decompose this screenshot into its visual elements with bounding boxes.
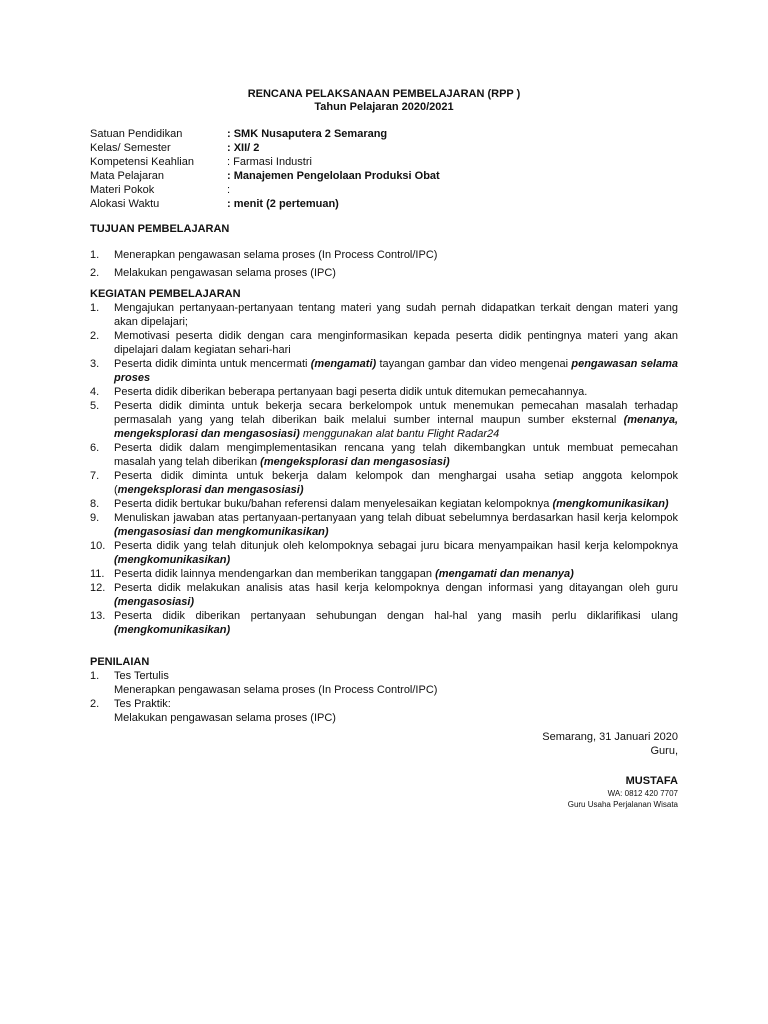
list-item <box>90 469 678 497</box>
list-item <box>90 697 678 725</box>
signature-name: MUSTAFA <box>625 775 678 787</box>
info-table <box>90 127 680 211</box>
item-text <box>114 669 678 697</box>
item-text: Menuliskan jawaban atas pertanyaan-pertanyaan yang telah dibuat sebelumnya berdasarkan hasil kerja kelompok (mengasosiasi dan mengkomunikasikan) <box>114 512 678 538</box>
section-heading-tujuan: TUJUAN PEMBELAJARAN <box>90 223 230 235</box>
item-text: Peserta didik diminta untuk bekerja secara berkelompok untuk menemukan pemecahan masalah terhadap permasalah yang yang telah diberikan baik melalui sumber internal maupun sumber eksternal (menanya, mengeksplorasi dan mengasosiasi) menggunakan alat bantu Flight Radar24 <box>114 400 679 440</box>
signature-phone: WA: 0812 420 7707 <box>607 789 678 798</box>
info-row <box>90 169 680 183</box>
list-item <box>90 511 678 539</box>
item-text: Peserta didik lainnya mendengarkan dan memberikan tanggapan (mengamati dan menanya) <box>114 568 574 580</box>
info-label: Alokasi Waktu <box>90 198 160 210</box>
list-item <box>90 609 678 637</box>
item-number: 12. <box>90 582 106 594</box>
section-heading-penilaian: PENILAIAN <box>90 656 150 668</box>
list-item <box>90 581 678 609</box>
info-row <box>90 127 680 141</box>
item-number: 4. <box>90 386 100 398</box>
item-number: 1. <box>90 670 100 682</box>
info-label: Materi Pokok <box>90 184 155 196</box>
item-text: Peserta didik melakukan analisis atas hasil kerja kelompoknya dengan informasi yang ditayangan oleh guru (mengasosiasi) <box>114 582 678 608</box>
penilaian-list <box>90 669 678 725</box>
signature-place-date: Semarang, 31 Januari 2020 <box>542 731 678 743</box>
list-item <box>90 539 678 567</box>
info-row <box>90 197 680 211</box>
tujuan-list <box>90 248 678 280</box>
item-text: Peserta didik diminta untuk bekerja dalam kelompok dan menghargai usaha setiap anggota kelompok (mengeksplorasi dan mengasosiasi) <box>114 470 678 496</box>
item-number: 6. <box>90 442 100 454</box>
item-number: 2. <box>90 698 100 710</box>
info-label: Satuan Pendidikan <box>90 128 183 140</box>
section-heading-kegiatan: KEGIATAN PEMBELAJARAN <box>90 288 241 300</box>
list-item <box>90 399 678 441</box>
info-label: Kelas/ Semester <box>90 142 171 154</box>
item-number: 2. <box>90 267 100 279</box>
info-value: : menit (2 pertemuan) <box>227 198 339 210</box>
list-item <box>90 266 678 280</box>
item-text: Melakukan pengawasan selama proses (IPC) <box>114 267 336 279</box>
item-number: 5. <box>90 400 100 412</box>
item-number: 1. <box>90 249 100 261</box>
item-number: 9. <box>90 512 100 524</box>
signature-role: Guru, <box>650 745 678 757</box>
kegiatan-list <box>90 301 678 637</box>
list-item <box>90 567 678 581</box>
info-label: Mata Pelajaran <box>90 170 164 182</box>
info-label: Kompetensi Keahlian <box>90 156 194 168</box>
item-text: Peserta didik diminta untuk mencermati (mengamati) tayangan gambar dan video mengenai pengawasan selama proses <box>114 358 678 384</box>
list-item <box>90 385 678 399</box>
item-text <box>114 697 678 725</box>
info-value: : Farmasi Industri <box>227 156 312 168</box>
list-item <box>90 441 678 469</box>
item-number: 8. <box>90 498 100 510</box>
signature-title: Guru Usaha Perjalanan Wisata <box>567 800 678 809</box>
document-title: RENCANA PELAKSANAAN PEMBELAJARAN (RPP ) <box>247 88 521 100</box>
list-item <box>90 357 678 385</box>
item-text: Mengajukan pertanyaan-pertanyaan tentang materi yang sudah pernah didapatkan terkait dengan materi yang akan dipelajari; <box>114 302 678 328</box>
item-text: Menerapkan pengawasan selama proses (In Process Control/IPC) <box>114 249 438 261</box>
item-number: 7. <box>90 470 100 482</box>
item-text: Peserta didik yang telah ditunjuk oleh kelompoknya sebagai juru bicara menyampaikan hasil kerja kelompoknya (mengkomunikasikan) <box>114 540 678 566</box>
item-text: Peserta didik dalam mengimplementasikan rencana yang telah dikembangkan untuk membuat pemecahan masalah yang telah diberikan (mengeksplorasi dan mengasosiasi) <box>114 442 678 468</box>
info-value: : Manajemen Pengelolaan Produksi Obat <box>227 170 440 182</box>
assessment-desc: Menerapkan pengawasan selama proses (In Process Control/IPC) <box>114 684 438 696</box>
list-item <box>90 497 678 511</box>
info-value: : <box>227 184 231 196</box>
item-number: 11. <box>90 568 105 580</box>
item-text: Memotivasi peserta didik dengan cara menginformasikan kepada peserta didik pentingnya materi yang akan dipelajari dalam kegiatan sehari-hari <box>114 330 678 356</box>
list-item <box>90 248 678 262</box>
assessment-desc: Melakukan pengawasan selama proses (IPC) <box>114 712 336 724</box>
item-text: Peserta didik diberikan beberapa pertanyaan bagi peserta didik untuk ditemukan pemecahannya. <box>114 386 588 398</box>
item-text: Peserta didik bertukar buku/bahan referensi dalam menyelesaikan kegiatan kelompoknya (mengkomunikasikan) <box>114 498 669 510</box>
assessment-type: Tes Praktik: <box>114 698 171 710</box>
list-item <box>90 301 678 329</box>
item-number: 10. <box>90 540 106 552</box>
info-row <box>90 141 680 155</box>
info-value: : XII/ 2 <box>227 142 260 154</box>
assessment-type: Tes Tertulis <box>114 670 169 682</box>
academic-year: Tahun Pelajaran 2020/2021 <box>314 101 454 113</box>
item-number: 13. <box>90 610 106 622</box>
info-row <box>90 155 680 169</box>
info-row <box>90 183 680 197</box>
list-item <box>90 329 678 357</box>
item-number: 1. <box>90 302 100 314</box>
item-number: 3. <box>90 358 100 370</box>
list-item <box>90 669 678 697</box>
item-text: Peserta didik diberikan pertanyaan sehubungan dengan hal-hal yang masih perlu diklarifikasi ulang (mengkomunikasikan) <box>114 610 678 636</box>
item-number: 2. <box>90 330 100 342</box>
info-value: : SMK Nusaputera 2 Semarang <box>227 128 388 140</box>
